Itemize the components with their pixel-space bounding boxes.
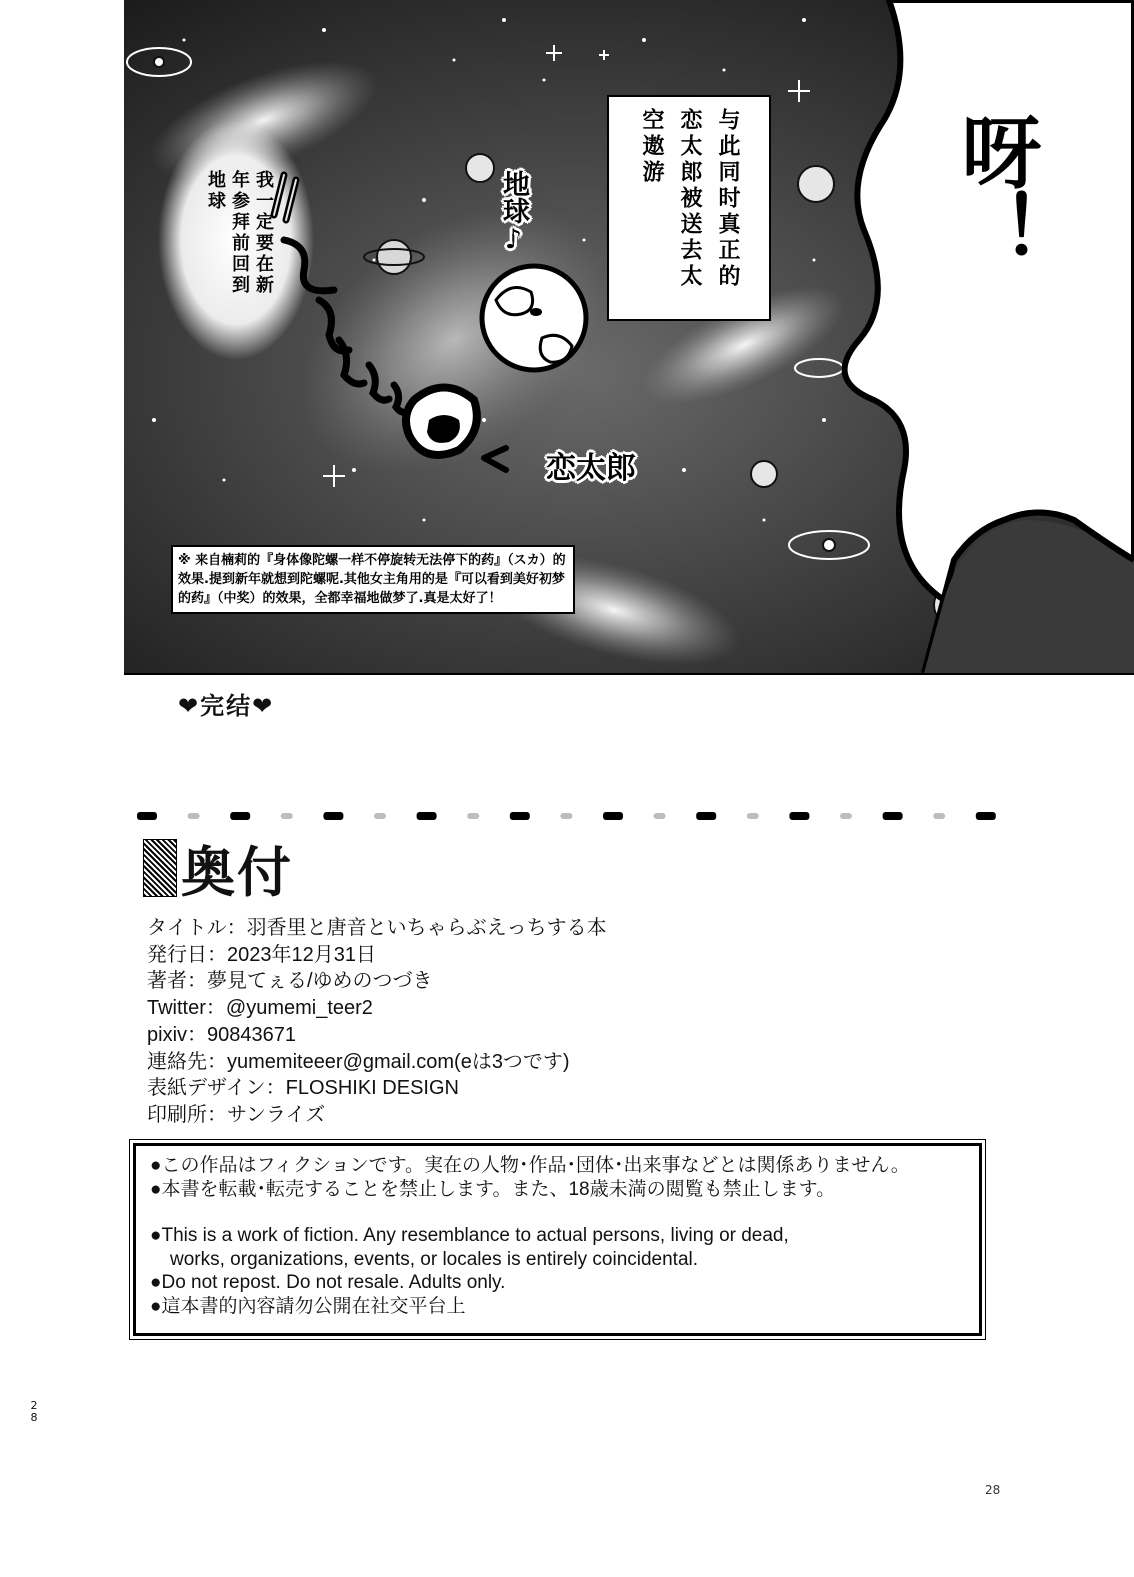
divider-dot xyxy=(654,813,666,819)
colophon-date: 発行日：2023年12月31日 xyxy=(147,943,376,966)
okuzuke-heading xyxy=(143,838,293,904)
colophon-contact: 連絡先：yumemiteeer@gmail.com(eは3つです) xyxy=(147,1050,570,1073)
side-page-number: 2 8 xyxy=(30,1399,38,1424)
shout-text: 呀！ xyxy=(948,110,1041,270)
notice-zh: ●這本書的內容請勿公開在社交平台上 xyxy=(150,1295,466,1317)
divider-dash xyxy=(696,812,716,820)
earth-icon xyxy=(482,266,586,370)
narration-box xyxy=(607,95,771,321)
divider-dot xyxy=(188,813,200,819)
notice-en-fiction: ●This is a work of fiction. Any resemblance to actual persons, living or dead, xyxy=(150,1225,789,1246)
divider-dash xyxy=(230,812,250,820)
divider-dash xyxy=(883,812,903,820)
thought-bubble-text-area xyxy=(164,140,314,340)
divider-dot xyxy=(281,813,293,819)
divider-dot xyxy=(560,813,572,819)
footnote-box: ※ 来自楠莉的『身体像陀螺一样不停旋转无法停下的药』（スカ）的效果.提到新年就想到陀螺呢.其他女主角用的是『可以看到美好初梦的药』（中奖）的效果，全都幸福地做梦了.真是太好了！ xyxy=(171,545,575,614)
manga-panel xyxy=(124,0,1134,675)
narration-text: 与此同时真正的恋太郎被送去太空遨游 xyxy=(639,108,740,290)
notice-jp-repost: ●本書を転載･転売することを禁止します。また、18歳未満の閲覧も禁止します。 xyxy=(150,1178,836,1200)
divider-dot xyxy=(467,813,479,819)
okuzuke-title: 奥付 xyxy=(181,840,293,904)
kotaro-label: 恋太郎 xyxy=(546,451,636,486)
divider-dash xyxy=(976,812,996,820)
divider-dash xyxy=(137,812,157,820)
colophon-cover-design: 表紙デザイン：FLOSHIKI DESIGN xyxy=(147,1077,459,1100)
colophon-author: 著者：夢見てぇる/ゆめのつづき xyxy=(147,970,433,993)
colophon-printer: 印刷所：サンライズ xyxy=(147,1103,326,1126)
notice-en-fiction-cont: works, organizations, events, or locales is entirely coincidental. xyxy=(170,1248,699,1270)
end-mark: ❤完结❤ xyxy=(178,692,275,720)
divider-dot xyxy=(747,813,759,819)
divider-dash xyxy=(323,812,343,820)
divider-dash xyxy=(603,812,623,820)
colophon-twitter: Twitter：@yumemi_teer2 xyxy=(147,997,373,1020)
notice-jp-fiction: ●この作品はフィクションです。実在の人物･作品･団体･出来事などとは関係ありません。 xyxy=(150,1155,910,1176)
colophon xyxy=(147,915,607,1129)
divider-dot xyxy=(840,813,852,819)
notice-en-repost: ●Do not repost. Do not resale. Adults only. xyxy=(150,1272,506,1293)
notice-box xyxy=(133,1143,982,1336)
divider-dash xyxy=(417,812,437,820)
dashed-divider xyxy=(137,810,1007,822)
divider-dash xyxy=(789,812,809,820)
divider-dash xyxy=(510,812,530,820)
divider-dot xyxy=(933,813,945,819)
thought-text: 我一定要在新年参拜前回到地球 xyxy=(205,170,274,296)
divider-dot xyxy=(374,813,386,819)
page-number: 28 xyxy=(985,1483,1001,1497)
colophon-pixiv: pixiv：90843671 xyxy=(147,1023,296,1046)
colophon-title: タイトル：羽香里と唐音といちゃらぶえっちする本 xyxy=(147,917,607,939)
heading-pattern-icon xyxy=(143,839,177,897)
earth-label: 地球♪ xyxy=(498,170,529,255)
